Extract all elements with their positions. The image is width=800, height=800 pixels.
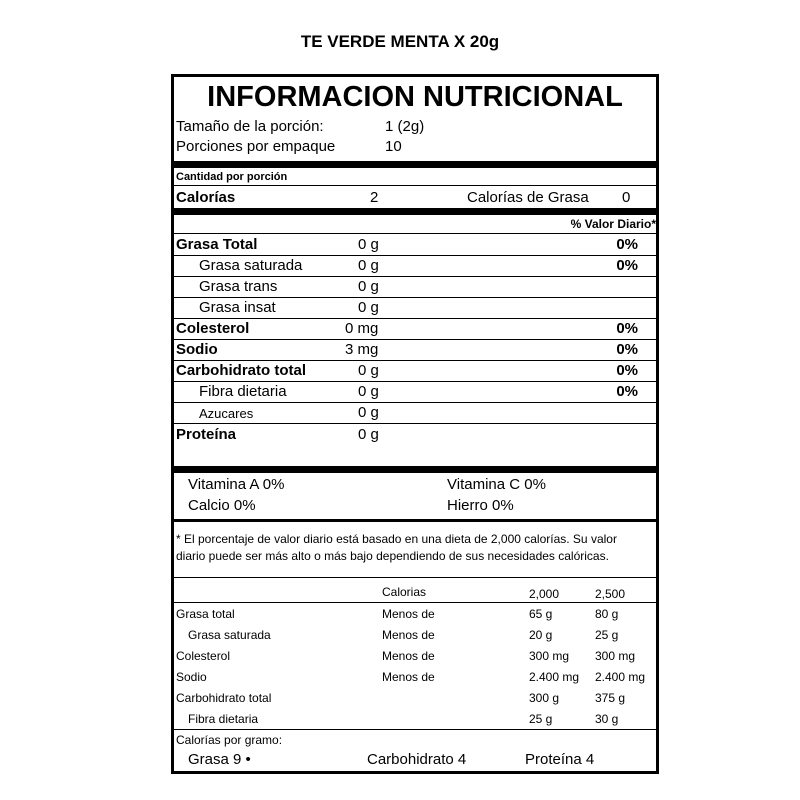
ref-row-qualifier: Menos de [382, 670, 435, 684]
nutrient-daily-value: 0% [616, 383, 638, 400]
divider [174, 519, 656, 522]
divider [174, 339, 656, 340]
nutrient-name: Sodio [176, 341, 218, 358]
serving-size-value: 1 (2g) [385, 118, 425, 135]
footnote-line: * El porcentaje de valor diario está basado en una dieta de 2,000 calorías. Su valor [176, 532, 617, 546]
nutrient-daily-value: 0% [616, 341, 638, 358]
nutrient-name: Proteína [176, 426, 237, 443]
nutrient-amount: 0 mg [345, 320, 379, 337]
ref-row-2000: 2.400 mg [529, 670, 580, 684]
divider [174, 402, 656, 403]
servings-per-container-value: 10 [385, 138, 402, 155]
divider [174, 602, 656, 603]
ref-row-2500: 375 g [595, 691, 626, 705]
ref-row-2000: 20 g [529, 628, 553, 642]
nutrient-amount: 0 g [358, 278, 379, 295]
nutrient-name: Grasa saturada [199, 257, 303, 274]
divider [174, 233, 656, 234]
ref-row-2000: 25 g [529, 712, 553, 726]
nutrient-amount: 3 mg [345, 341, 379, 358]
divider [174, 360, 656, 361]
nutrient-amount: 0 g [358, 362, 379, 379]
divider [174, 185, 656, 186]
nutrient-name: Grasa insat [199, 299, 276, 316]
daily-value-header: % Valor Diario* [570, 217, 656, 231]
ref-header-2500: 2,500 [595, 587, 626, 601]
divider [174, 318, 656, 319]
nutrient-amount: 0 g [358, 426, 379, 443]
ref-header-2000: 2,000 [529, 587, 560, 601]
calories-label: Calorías [176, 189, 236, 206]
nutrient-name: Grasa Total [176, 236, 258, 253]
ref-row-2000: 300 g [529, 691, 560, 705]
ref-row-qualifier: Menos de [382, 649, 435, 663]
nutrient-amount: 0 g [358, 236, 379, 253]
divider [174, 729, 656, 730]
calories-per-gram-fat: Grasa 9 • [188, 751, 251, 768]
ref-row-2000: 65 g [529, 607, 553, 621]
thick-divider [174, 161, 656, 168]
nutrient-daily-value: 0% [616, 362, 638, 379]
nutrient-daily-value: 0% [616, 320, 638, 337]
calories-value: 2 [370, 189, 379, 206]
divider [174, 297, 656, 298]
vitamin-c: Vitamina C 0% [447, 476, 546, 493]
divider [174, 276, 656, 277]
ref-row-2500: 25 g [595, 628, 619, 642]
label-title: INFORMACION NUTRICIONAL [207, 81, 623, 113]
nutrient-daily-value: 0% [616, 257, 638, 274]
ref-row-label: Carbohidrato total [176, 691, 272, 705]
footnote-line: diario puede ser más alto o más bajo dependiendo de sus necesidades calóricas. [176, 549, 609, 563]
nutrient-name: Grasa trans [199, 278, 278, 295]
ref-row-qualifier: Menos de [382, 628, 435, 642]
ref-row-qualifier: Menos de [382, 607, 435, 621]
divider [174, 381, 656, 382]
nutrient-name: Azucares [199, 406, 254, 421]
calories-per-gram-label: Calorías por gramo: [176, 733, 283, 747]
iron: Hierro 0% [447, 497, 514, 514]
vitamin-a: Vitamina A 0% [188, 476, 285, 493]
nutrient-name: Carbohidrato total [176, 362, 306, 379]
amount-per-serving-label: Cantidad por porción [176, 171, 288, 183]
nutrient-amount: 0 g [358, 404, 379, 421]
ref-row-label: Sodio [176, 670, 207, 684]
product-title: TE VERDE MENTA X 20g [300, 32, 500, 51]
divider [174, 423, 656, 424]
ref-row-label: Fibra dietaria [188, 712, 259, 726]
thick-divider [174, 466, 656, 473]
ref-row-label: Grasa saturada [188, 628, 271, 642]
nutrient-name: Colesterol [176, 320, 250, 337]
ref-row-label: Colesterol [176, 649, 231, 663]
thick-divider [174, 208, 656, 215]
fat-calories-value: 0 [622, 189, 631, 206]
ref-row-label: Grasa total [176, 607, 235, 621]
nutrient-amount: 0 g [358, 257, 379, 274]
nutrient-amount: 0 g [358, 383, 379, 400]
calcium: Calcio 0% [188, 497, 256, 514]
nutrition-facts-panel [171, 74, 659, 774]
calories-per-gram-carbohydrate: Carbohidrato 4 [367, 751, 467, 768]
calories-per-gram-protein: Proteína 4 [525, 751, 595, 768]
fat-calories-label: Calorías de Grasa [467, 189, 589, 206]
ref-row-2500: 2.400 mg [595, 670, 646, 684]
nutrient-amount: 0 g [358, 299, 379, 316]
ref-header-calories: Calorias [382, 585, 427, 599]
servings-per-container-label: Porciones por empaque [176, 138, 336, 155]
divider [174, 255, 656, 256]
ref-row-2500: 30 g [595, 712, 619, 726]
ref-row-2000: 300 mg [529, 649, 570, 663]
divider [174, 577, 656, 578]
serving-size-label: Tamaño de la porción: [176, 118, 324, 135]
ref-row-2500: 300 mg [595, 649, 636, 663]
nutrient-name: Fibra dietaria [199, 383, 287, 400]
nutrient-daily-value: 0% [616, 236, 638, 253]
ref-row-2500: 80 g [595, 607, 619, 621]
